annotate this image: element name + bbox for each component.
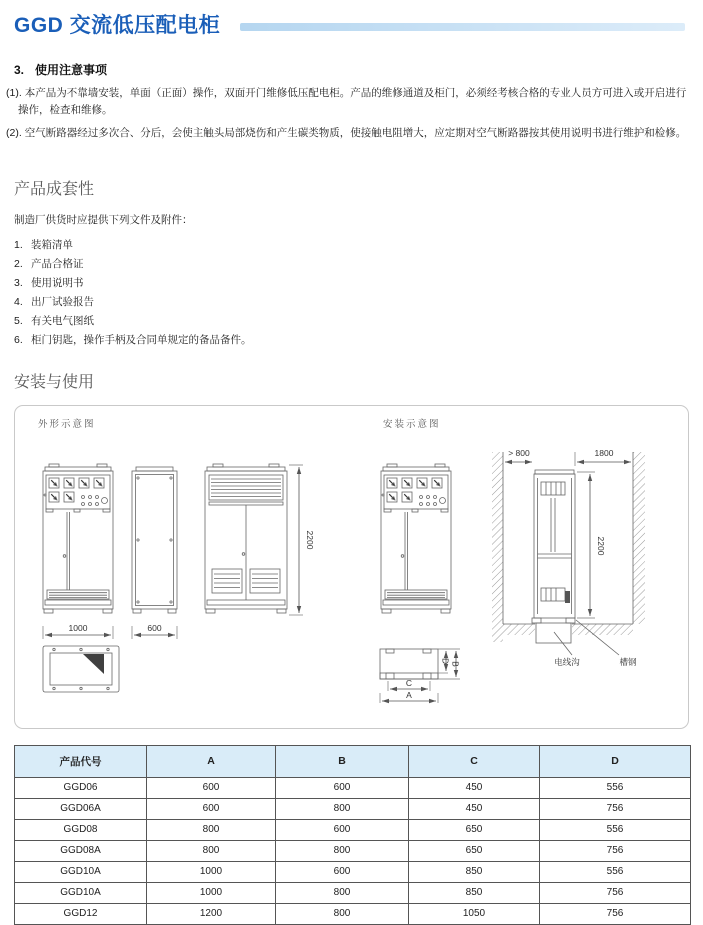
list-item xyxy=(14,312,689,331)
table-row xyxy=(15,798,691,819)
cell-a: 800 xyxy=(147,819,276,840)
cell-product-code: GGD10A xyxy=(15,861,147,882)
svg-text:2200: 2200 xyxy=(596,536,606,555)
note-text: 空气断路器经过多次合、分后，会使主触头局部烧伤和产生碳类物质，使接触电阻增大，应定期对空气断路器按其使用说明书进行维护和检修。 xyxy=(24,127,687,139)
list-item xyxy=(14,331,689,350)
list-number: 5. xyxy=(14,314,23,327)
list-number: 2. xyxy=(14,257,23,270)
list-text: 产品合格证 xyxy=(31,257,84,270)
cell-b: 800 xyxy=(276,840,409,861)
list-text: 使用说明书 xyxy=(31,276,84,289)
col-header-a: A xyxy=(147,745,276,777)
cell-d: 756 xyxy=(540,903,691,924)
svg-text:A: A xyxy=(406,689,412,700)
col-header-c: C xyxy=(409,745,540,777)
table-row xyxy=(15,903,691,924)
cell-a: 800 xyxy=(147,840,276,861)
dimension-front-width xyxy=(43,623,113,639)
list-text: 有关电气图纸 xyxy=(31,314,94,327)
title-accent-bar xyxy=(240,23,685,31)
cell-b: 800 xyxy=(276,882,409,903)
col-header-d: D xyxy=(540,745,691,777)
cell-c: 450 xyxy=(409,798,540,819)
col-header-b: B xyxy=(276,745,409,777)
cable-trench-label: 电线沟 xyxy=(554,656,580,667)
cell-d: 756 xyxy=(540,882,691,903)
cell-a: 1000 xyxy=(147,861,276,882)
cabinet-diagrams xyxy=(15,406,688,726)
list-text: 出厂试验报告 xyxy=(31,295,94,308)
completeness-intro: 制造厂供货时应提供下列文件及附件： xyxy=(14,213,193,226)
col-header-product-code: 产品代号 xyxy=(15,745,147,777)
list-number: 3. xyxy=(14,276,23,289)
cell-a: 1000 xyxy=(147,882,276,903)
list-number: 6. xyxy=(14,333,23,346)
product-spec-table xyxy=(14,745,691,925)
cell-a: 600 xyxy=(147,777,276,798)
cell-a: 600 xyxy=(147,798,276,819)
page-title: GGD 交流低压配电柜 xyxy=(14,14,221,37)
cell-d: 756 xyxy=(540,798,691,819)
outline-diagram-label: 外形示意图 xyxy=(38,418,96,430)
cell-c: 450 xyxy=(409,777,540,798)
table-row xyxy=(15,861,691,882)
cell-a: 1200 xyxy=(147,903,276,924)
dimension-side-width xyxy=(132,623,177,639)
cell-d: 556 xyxy=(540,819,691,840)
cell-b: 800 xyxy=(276,903,409,924)
channel-steel-label: 槽钢 xyxy=(619,656,637,667)
cell-product-code: GGD06A xyxy=(15,798,147,819)
notes-heading-text: 使用注意事项 xyxy=(35,63,108,77)
dimension-height-outline xyxy=(289,465,315,615)
cell-c: 650 xyxy=(409,840,540,861)
list-number: 1. xyxy=(14,238,23,251)
list-item xyxy=(14,293,689,312)
cell-d: 756 xyxy=(540,840,691,861)
cell-product-code: GGD10A xyxy=(15,882,147,903)
cell-product-code: GGD12 xyxy=(15,903,147,924)
dimension-install-height xyxy=(577,472,606,618)
front-view-diagram xyxy=(43,464,113,613)
install-diagram-label: 安装示意图 xyxy=(383,418,441,430)
note-text: 本产品为不靠墙安装，单面（正面）操作，双面开门维修低压配电柜。产品的维修通道及柜门，必须经考核合格的专业人员方可进入或开启进行操作，检查和维修。 xyxy=(18,87,687,116)
svg-text:B: B xyxy=(450,660,461,667)
cell-c: 1050 xyxy=(409,903,540,924)
svg-text:D: D xyxy=(440,657,451,664)
list-item xyxy=(14,255,689,274)
list-text: 柜门钥匙，操作手柄及合同单规定的备品备件。 xyxy=(31,333,252,346)
cell-product-code: GGD06 xyxy=(15,777,147,798)
cell-b: 600 xyxy=(276,819,409,840)
note-item xyxy=(6,125,689,142)
notes-heading-number: 3. xyxy=(14,63,25,77)
cell-c: 650 xyxy=(409,819,540,840)
section-heading-installation: 安装与使用 xyxy=(14,373,95,391)
svg-text:600: 600 xyxy=(147,622,162,633)
table-row xyxy=(15,777,691,798)
list-item xyxy=(14,236,689,255)
install-section-view xyxy=(492,452,645,667)
note-item xyxy=(6,85,689,118)
cell-c: 850 xyxy=(409,882,540,903)
note-marker: (2). xyxy=(6,127,22,139)
dimension-aisle-width xyxy=(575,448,631,466)
dimension-wall-clearance xyxy=(505,448,532,462)
svg-text:1800: 1800 xyxy=(594,447,614,458)
cell-b: 800 xyxy=(276,798,409,819)
list-number: 4. xyxy=(14,295,23,308)
diagram-panel xyxy=(14,405,689,729)
cell-b: 600 xyxy=(276,777,409,798)
table-header-row xyxy=(15,745,691,777)
cell-d: 556 xyxy=(540,861,691,882)
table-row xyxy=(15,882,691,903)
document-list xyxy=(14,236,689,350)
page-header xyxy=(14,0,689,40)
rear-view-diagram xyxy=(205,464,287,613)
table-row xyxy=(15,840,691,861)
cell-product-code: GGD08A xyxy=(15,840,147,861)
top-view-diagram xyxy=(43,646,119,692)
side-view-diagram xyxy=(132,467,177,613)
notes-heading xyxy=(14,61,689,78)
list-text: 装箱清单 xyxy=(31,238,73,251)
cell-c: 850 xyxy=(409,861,540,882)
cell-b: 600 xyxy=(276,861,409,882)
table-row xyxy=(15,819,691,840)
list-item xyxy=(14,274,689,293)
cell-d: 556 xyxy=(540,777,691,798)
svg-text:C: C xyxy=(405,677,413,688)
note-marker: (1). xyxy=(6,87,22,99)
svg-text:2200: 2200 xyxy=(305,530,315,549)
top-view-dimensioned xyxy=(380,649,461,703)
svg-text:1000: 1000 xyxy=(68,622,88,633)
section-heading-completeness: 产品成套性 xyxy=(14,180,95,198)
cell-product-code: GGD08 xyxy=(15,819,147,840)
install-front-view-diagram xyxy=(381,464,451,613)
svg-text:> 800: > 800 xyxy=(508,447,530,458)
